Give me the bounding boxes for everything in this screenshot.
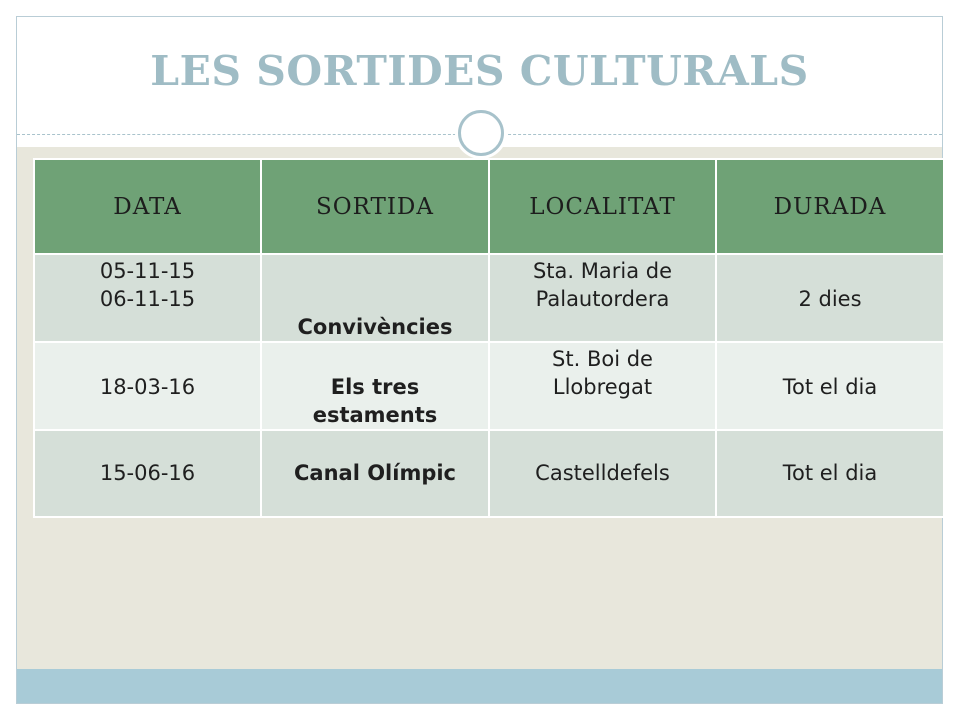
date-text: 05-11-15: [99, 259, 196, 283]
sortida-text: Canal Olímpic: [293, 461, 457, 485]
table-header-row: [34, 159, 944, 254]
cell-durada: [716, 254, 944, 342]
date-text: 18-03-16: [99, 375, 196, 399]
header-durada: DURADA: [716, 159, 944, 254]
cell-localitat: [489, 430, 716, 517]
cell-durada: [716, 342, 944, 430]
durada-text: Tot el dia: [782, 461, 878, 485]
localitat-text: Castelldefels: [535, 461, 670, 485]
header-data: DATA: [34, 159, 261, 254]
cell-data: [34, 342, 261, 430]
table-row: [34, 430, 944, 517]
sortida-text: Els tres: [330, 375, 420, 399]
cell-sortida: [261, 254, 489, 342]
localitat-text: St. Boi de: [552, 347, 653, 371]
slide: [16, 16, 943, 704]
localitat-text: Llobregat: [552, 375, 653, 399]
cell-sortida: [261, 430, 489, 517]
durada-text: 2 dies: [798, 287, 862, 311]
header-sortida: SORTIDA: [261, 159, 489, 254]
cell-localitat: [489, 342, 716, 430]
cell-data: [34, 430, 261, 517]
date-text: 06-11-15: [99, 287, 196, 311]
schedule-table: [33, 158, 945, 518]
sortida-text: estaments: [312, 403, 438, 427]
footer-bar: [17, 669, 942, 703]
header-localitat: LOCALITAT: [489, 159, 716, 254]
cell-localitat: [489, 254, 716, 342]
circle-ornament-icon: [455, 107, 507, 159]
date-text: 15-06-16: [99, 461, 196, 485]
cell-durada: [716, 430, 944, 517]
durada-text: Tot el dia: [782, 375, 878, 399]
slide-title: LES SORTIDES CULTURALS: [150, 47, 809, 95]
cell-data: [34, 254, 261, 342]
table-row: [34, 254, 944, 342]
localitat-text: Sta. Maria de: [532, 259, 673, 283]
cell-sortida: [261, 342, 489, 430]
table-row: [34, 342, 944, 430]
sortida-text: Convivències: [297, 315, 453, 339]
localitat-text: Palautordera: [535, 287, 670, 311]
